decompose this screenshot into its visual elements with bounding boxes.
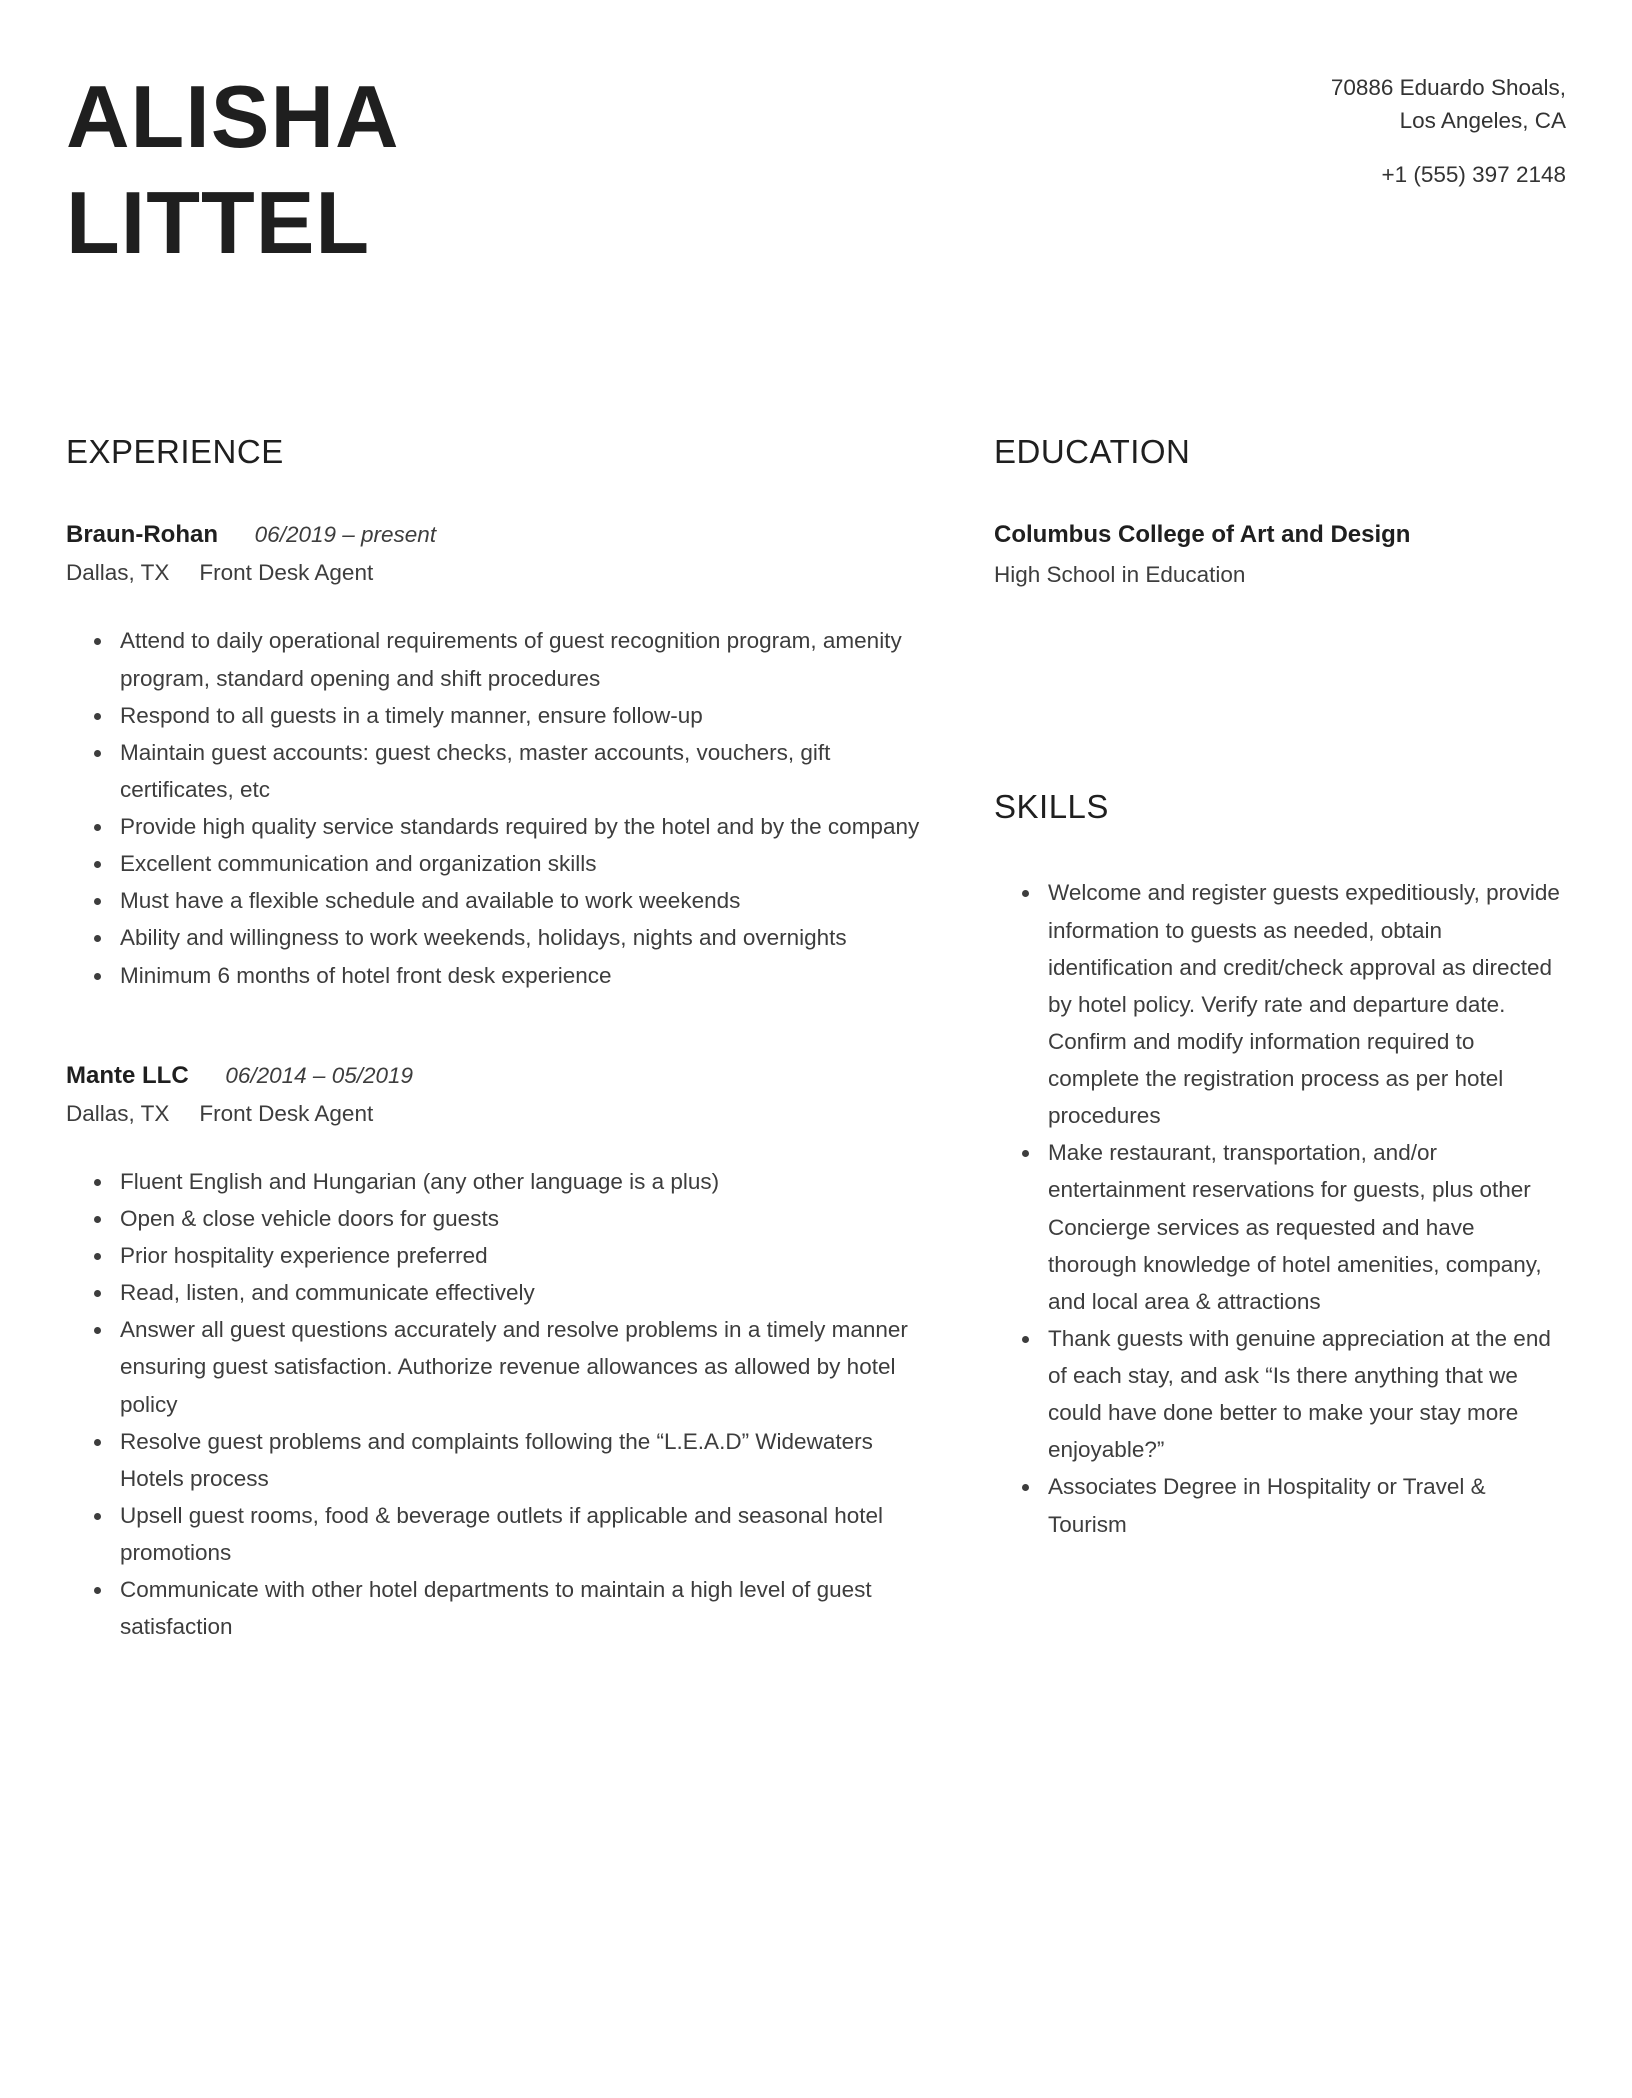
bullet-item: • Resolve guest problems and complaints following the “L.E.A.D” Widewaters Hotels process	[114, 1423, 934, 1497]
bullet-item: • Welcome and register guests expeditiously, provide information to guests as needed, obtain identification and credit/check approval as directed by hotel policy. Verify rate and departure date. Confirm and modify information required to complete the registration process as per hotel procedures	[1042, 874, 1566, 1134]
job-dates: 06/2014 – 05/2019	[225, 1062, 414, 1088]
candidate-first-name: ALISHA	[66, 67, 400, 166]
bullet-item: • Answer all guest questions accurately and resolve problems in a timely manner ensuring guest satisfaction. Authorize revenue allowances as allowed by hotel policy	[114, 1311, 934, 1422]
experience-column	[66, 433, 934, 1711]
education-degree: High School in Education	[994, 562, 1246, 588]
bullet-item: • Prior hospitality experience preferred	[114, 1237, 934, 1274]
job-entry	[66, 1060, 934, 1646]
job-bullet-list	[66, 622, 934, 993]
contact-info	[1331, 64, 1566, 192]
bullet-item: • Minimum 6 months of hotel front desk experience	[114, 957, 934, 994]
address-line-1: 70886 Eduardo Shoals,	[1330, 75, 1566, 100]
job-role: Front Desk Agent	[199, 560, 374, 586]
bullet-item: • Excellent communication and organization skills	[114, 845, 934, 882]
bullet-item: • Thank guests with genuine appreciation at the end of each stay, and ask “Is there anything that we could have done better to make your stay more enjoyable?”	[1042, 1320, 1566, 1469]
content-columns	[66, 433, 1566, 1711]
job-location: Dallas, TX	[66, 560, 170, 586]
bullet-item: • Read, listen, and communicate effectively	[114, 1274, 934, 1311]
header	[66, 64, 1566, 275]
skills-bullet-list	[994, 874, 1566, 1542]
bullet-item: • Open & close vehicle doors for guests	[114, 1200, 934, 1237]
experience-section-title: EXPERIENCE	[66, 433, 284, 471]
job-entry	[66, 519, 934, 993]
bullet-item: • Communicate with other hotel departments to maintain a high level of guest satisfaction	[114, 1571, 934, 1645]
sidebar-column	[994, 433, 1566, 1711]
bullet-item: • Upsell guest rooms, food & beverage outlets if applicable and seasonal hotel promotions	[114, 1497, 934, 1571]
bullet-item: • Attend to daily operational requirements of guest recognition program, amenity program, standard opening and shift procedures	[114, 622, 934, 696]
company-name: Mante LLC	[66, 1061, 189, 1089]
job-dates: 06/2019 – present	[254, 522, 437, 548]
education-section	[994, 433, 1566, 588]
job-role: Front Desk Agent	[199, 1100, 374, 1126]
bullet-item: • Associates Degree in Hospitality or Travel & Tourism	[1042, 1468, 1566, 1542]
job-header	[66, 519, 934, 550]
phone-number: +1 (555) 397 2148	[1381, 162, 1566, 188]
education-section-title: EDUCATION	[994, 433, 1191, 471]
job-bullet-list	[66, 1163, 934, 1646]
job-location: Dallas, TX	[66, 1100, 170, 1126]
bullet-item: • Must have a flexible schedule and available to work weekends	[114, 882, 934, 919]
address-line-2: Los Angeles, CA	[1399, 107, 1566, 133]
bullet-item: • Make restaurant, transportation, and/or entertainment reservations for guests, plus other Concierge services as requested and have thorough knowledge of hotel amenities, company, and local area & attractions	[1042, 1134, 1566, 1320]
job-subheader	[66, 560, 934, 586]
education-school: Columbus College of Art and Design	[994, 521, 1411, 549]
candidate-last-name: LITTEL	[66, 172, 371, 272]
skills-section-title: SKILLS	[994, 788, 1109, 826]
bullet-item: • Maintain guest accounts: guest checks, master accounts, vouchers, gift certificates, etc	[114, 734, 934, 808]
bullet-item: • Respond to all guests in a timely manner, ensure follow-up	[114, 697, 934, 734]
candidate-name	[66, 64, 400, 275]
bullet-item: • Provide high quality service standards required by the hotel and by the company	[114, 808, 934, 845]
job-subheader	[66, 1101, 934, 1127]
company-name: Braun-Rohan	[66, 521, 218, 549]
bullet-item: • Ability and willingness to work weekends, holidays, nights and overnights	[114, 919, 934, 956]
bullet-item: • Fluent English and Hungarian (any other language is a plus)	[114, 1163, 934, 1200]
job-header	[66, 1060, 934, 1091]
skills-section	[994, 788, 1566, 1542]
